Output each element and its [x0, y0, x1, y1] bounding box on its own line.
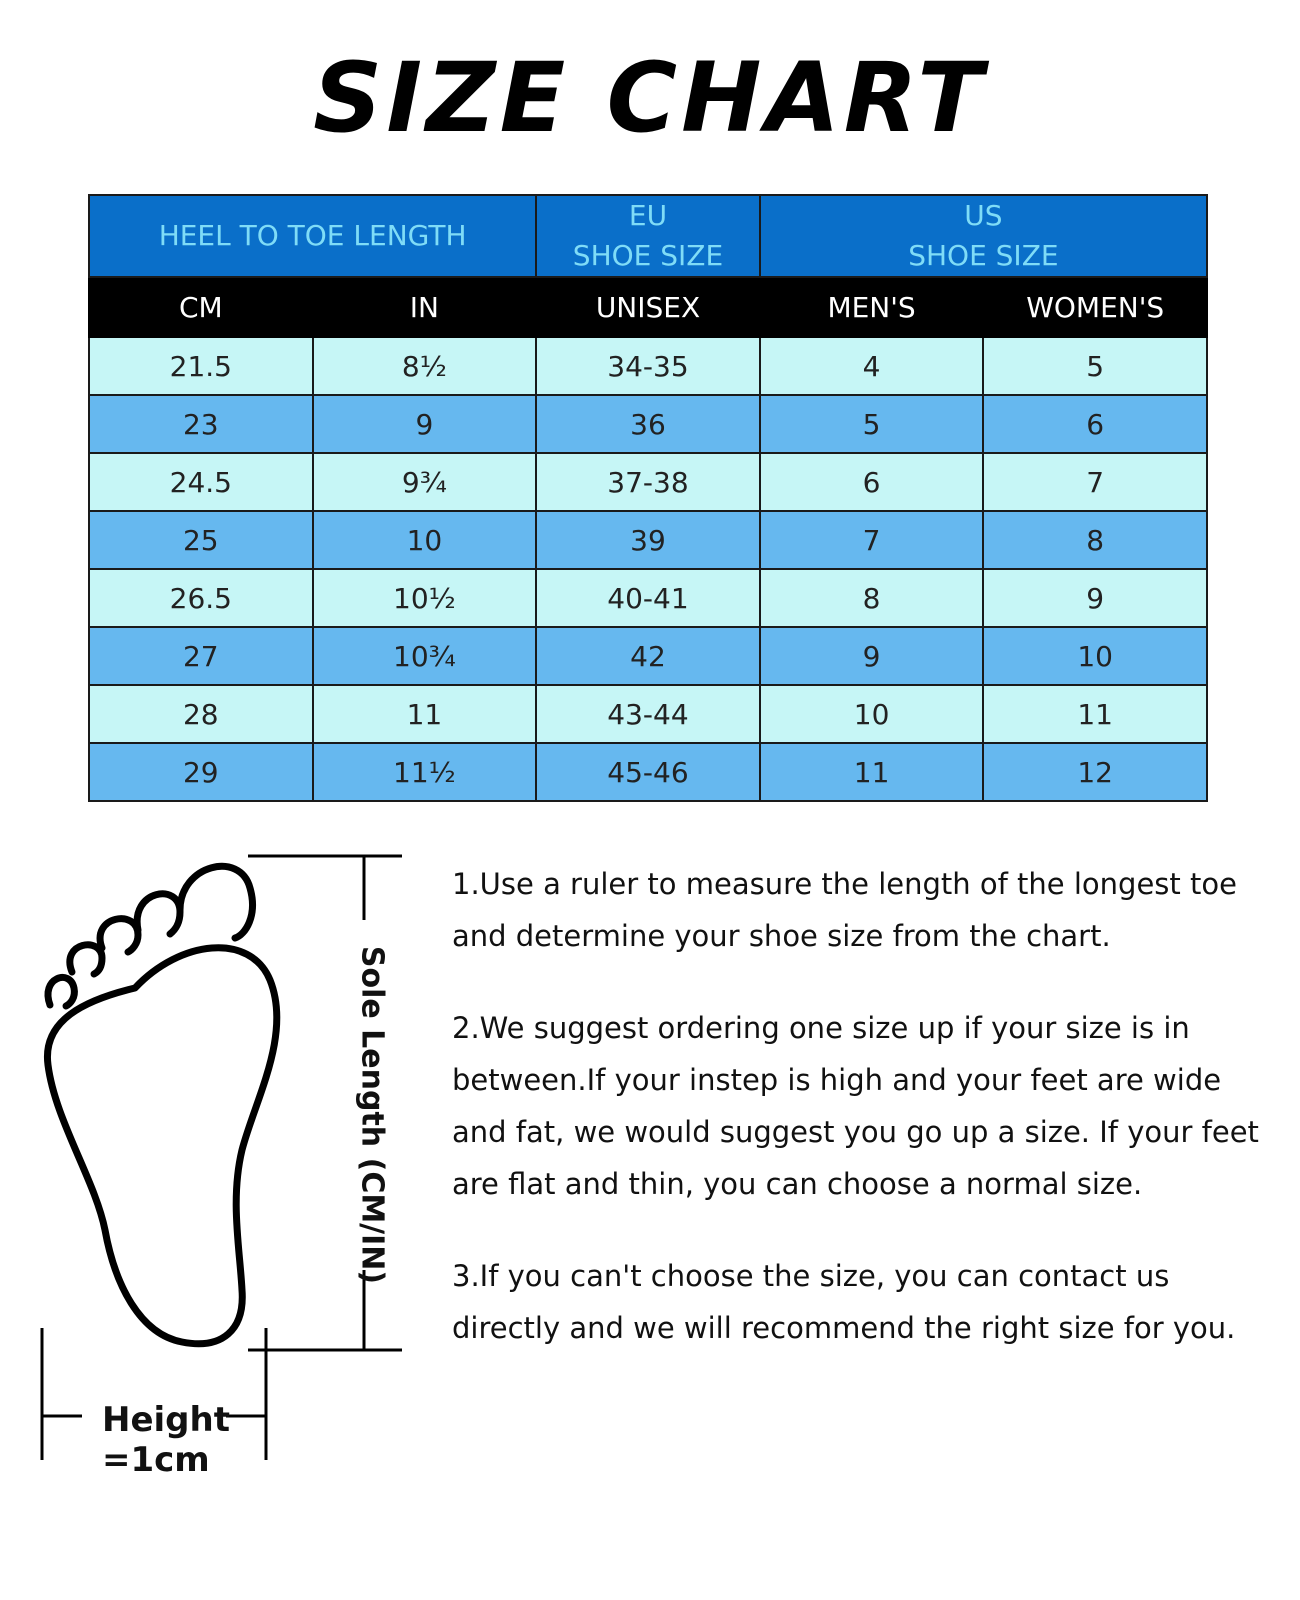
cell-unisex: 36 — [536, 395, 760, 453]
cell-mens: 8 — [760, 569, 984, 627]
sole-length-label: Sole Length (CM/IN) — [354, 945, 390, 1285]
cell-cm: 29 — [89, 743, 313, 801]
cell-unisex: 40-41 — [536, 569, 760, 627]
header-us-line1: US — [964, 199, 1003, 232]
height-label — [102, 1400, 232, 1480]
table-row — [89, 743, 1207, 801]
cell-womens: 12 — [983, 743, 1207, 801]
cell-mens: 6 — [760, 453, 984, 511]
cell-cm: 21.5 — [89, 337, 313, 395]
cell-cm: 25 — [89, 511, 313, 569]
cell-cm: 23 — [89, 395, 313, 453]
table-row — [89, 627, 1207, 685]
cell-in: 10¾ — [313, 627, 537, 685]
cell-mens: 4 — [760, 337, 984, 395]
instruction-2: 2.We suggest ordering one size up if your size is in between.If your instep is high and your feet are wide and fat, we would suggest you go up a size. If your feet are flat and thin, you can choose a normal size. — [452, 1011, 1259, 1201]
cell-mens: 10 — [760, 685, 984, 743]
foot-toe-4 — [70, 945, 102, 974]
cell-unisex: 45-46 — [536, 743, 760, 801]
table-row — [89, 685, 1207, 743]
height-label-line1: Height — [102, 1400, 230, 1440]
header-heel-to-toe: HEEL TO TOE LENGTH — [89, 195, 536, 277]
cell-in: 9 — [313, 395, 537, 453]
table-row — [89, 511, 1207, 569]
cell-womens: 5 — [983, 337, 1207, 395]
cell-in: 11½ — [313, 743, 537, 801]
column-header-womens: WOMEN'S — [983, 277, 1207, 337]
cell-mens: 11 — [760, 743, 984, 801]
cell-unisex: 39 — [536, 511, 760, 569]
table-row — [89, 337, 1207, 395]
header-us-shoe-size — [760, 195, 1207, 277]
cell-in: 10 — [313, 511, 537, 569]
foot-toe-3 — [100, 919, 138, 952]
instructions — [452, 858, 1272, 1394]
foot-toe-2 — [137, 894, 180, 934]
column-header-unisex: UNISEX — [536, 277, 760, 337]
cell-unisex: 37-38 — [536, 453, 760, 511]
cell-in: 8½ — [313, 337, 537, 395]
height-label-line2: =1cm — [102, 1440, 210, 1480]
header-us-line2: SHOE SIZE — [908, 239, 1059, 272]
instruction-3: 3.If you can't choose the size, you can contact us directly and we will recommend the right size for you. — [452, 1259, 1236, 1345]
cell-mens: 5 — [760, 395, 984, 453]
cell-mens: 7 — [760, 511, 984, 569]
cell-womens: 6 — [983, 395, 1207, 453]
cell-womens: 8 — [983, 511, 1207, 569]
header-eu-shoe-size — [536, 195, 760, 277]
cell-womens: 7 — [983, 453, 1207, 511]
table-row — [89, 569, 1207, 627]
foot-sole-outline — [47, 948, 276, 1344]
cell-mens: 9 — [760, 627, 984, 685]
page-title: SIZE CHART — [313, 42, 987, 154]
cell-womens: 10 — [983, 627, 1207, 685]
cell-in: 9¾ — [313, 453, 537, 511]
size-table — [88, 194, 1208, 802]
instruction-1: 1.Use a ruler to measure the length of the longest toe and determine your shoe size from the chart. — [452, 867, 1237, 953]
cell-cm: 26.5 — [89, 569, 313, 627]
table-group-header — [89, 195, 1207, 277]
cell-cm: 28 — [89, 685, 313, 743]
foot-toe-5 — [48, 977, 74, 1006]
cell-womens: 11 — [983, 685, 1207, 743]
foot-big-toe — [180, 866, 252, 938]
cell-cm: 24.5 — [89, 453, 313, 511]
header-eu-line2: SHOE SIZE — [572, 239, 724, 272]
cell-unisex: 34-35 — [536, 337, 760, 395]
cell-cm: 27 — [89, 627, 313, 685]
column-header-mens: MEN'S — [760, 277, 984, 337]
table-column-header — [89, 277, 1207, 337]
cell-unisex: 42 — [536, 627, 760, 685]
cell-in: 10½ — [313, 569, 537, 627]
header-eu-line1: EU — [628, 199, 668, 232]
table-row — [89, 453, 1207, 511]
cell-in: 11 — [313, 685, 537, 743]
column-header-cm: CM — [89, 277, 313, 337]
column-header-in: IN — [313, 277, 537, 337]
table-row — [89, 395, 1207, 453]
cell-unisex: 43-44 — [536, 685, 760, 743]
cell-womens: 9 — [983, 569, 1207, 627]
